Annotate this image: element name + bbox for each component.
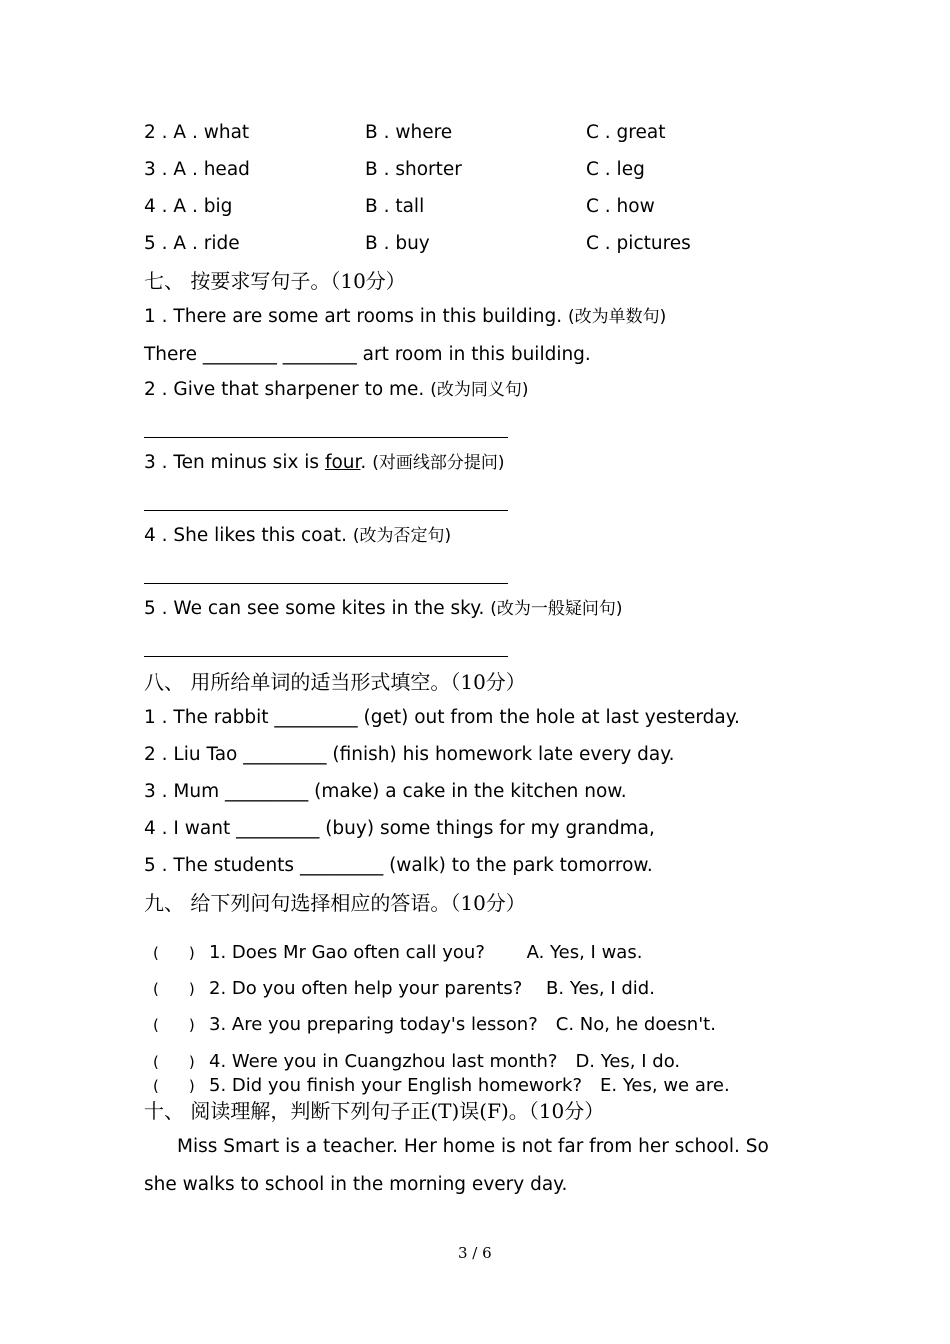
- page-number: 3 / 6: [458, 1244, 492, 1262]
- section-10-title: 十、 阅读理解，判断下列句子正(T)误(F)。（10分）: [144, 1099, 605, 1123]
- section-8-title: 八、 用所给单词的适当形式填空。（10分）: [144, 670, 526, 694]
- answer-paren[interactable]: ( ): [153, 944, 195, 962]
- sec8-item-5: 5 . The students _________ (walk) to the park tomorrow.: [144, 855, 653, 876]
- answer-paren[interactable]: ( ): [153, 1016, 195, 1034]
- answer-paren[interactable]: ( ): [153, 980, 195, 998]
- choice-5-c: C . pictures: [586, 233, 691, 254]
- answer-paren[interactable]: ( ): [153, 1077, 195, 1095]
- sec7-question-4: 4 . She likes this coat. (改为否定句): [144, 525, 452, 546]
- sec8-item-3: 3 . Mum _________ (make) a cake in the kitchen now.: [144, 781, 627, 802]
- choice-4-c: C . how: [586, 196, 655, 217]
- instruction-note: (对画线部分提问): [372, 453, 505, 473]
- answer-line-5[interactable]: [144, 656, 508, 657]
- sec9-item-2: ( ) 2. Do you often help your parents? B. Yes, I did.: [153, 978, 655, 999]
- choice-2-a: 2 . A . what: [144, 122, 250, 143]
- instruction-note: (改为同义句): [430, 380, 529, 400]
- instruction-note: (改为单数句): [568, 307, 667, 327]
- choice-3-b: B . shorter: [365, 159, 462, 180]
- sec7-answer-1[interactable]: There ________ ________ art room in this building.: [144, 344, 591, 365]
- sec8-item-4: 4 . I want _________ (buy) some things for my grandma,: [144, 818, 655, 839]
- sec9-item-5: ( ) 5. Did you finish your English homework? E. Yes, we are.: [153, 1075, 730, 1096]
- sec9-item-4: ( ) 4. Were you in Cuangzhou last month? D. Yes, I do.: [153, 1051, 681, 1072]
- choice-4-a: 4 . A . big: [144, 196, 233, 217]
- choice-5-a: 5 . A . ride: [144, 233, 240, 254]
- choice-3-a: 3 . A . head: [144, 159, 250, 180]
- sec8-item-1: 1 . The rabbit _________ (get) out from the hole at last yesterday.: [144, 707, 740, 728]
- sec9-item-3: ( ) 3. Are you preparing today's lesson? C. No, he doesn't.: [153, 1014, 716, 1035]
- section-7-title: 七、 按要求写句子。（10分）: [144, 269, 406, 293]
- sec7-question-2: 2 . Give that sharpener to me. (改为同义句): [144, 379, 529, 400]
- sec9-item-1: ( ) 1. Does Mr Gao often call you? A. Yes, I was.: [153, 942, 643, 963]
- instruction-note: (改为否定句): [352, 526, 452, 546]
- sec7-question-5: 5 . We can see some kites in the sky. (改为一般疑问句): [144, 598, 623, 619]
- choice-3-c: C . leg: [586, 159, 645, 180]
- choice-4-b: B . tall: [365, 196, 425, 217]
- sec7-question-3: 3 . Ten minus six is four. (对画线部分提问): [144, 452, 505, 473]
- instruction-note: (改为一般疑问句): [490, 599, 623, 619]
- answer-line-4[interactable]: [144, 583, 508, 584]
- choice-2-c: C . great: [586, 122, 666, 143]
- reading-line-2: she walks to school in the morning every day.: [144, 1174, 568, 1195]
- choice-2-b: B . where: [365, 122, 453, 143]
- section-9-title: 九、 给下列问句选择相应的答语。（10分）: [144, 891, 526, 915]
- answer-paren[interactable]: ( ): [153, 1053, 195, 1071]
- sec7-question-1: 1 . There are some art rooms in this building. (改为单数句): [144, 306, 667, 327]
- underlined-word: four: [324, 452, 361, 473]
- reading-line-1: Miss Smart is a teacher. Her home is not far from her school. So: [177, 1136, 769, 1157]
- answer-line-3[interactable]: [144, 510, 508, 511]
- choice-5-b: B . buy: [365, 233, 430, 254]
- answer-line-2[interactable]: [144, 437, 508, 438]
- sec8-item-2: 2 . Liu Tao _________ (finish) his homework late every day.: [144, 744, 675, 765]
